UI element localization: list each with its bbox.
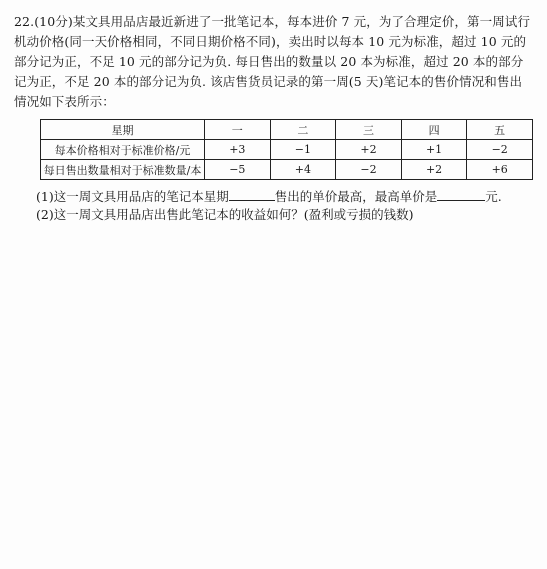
table-row-quantity bbox=[41, 160, 533, 180]
quantity-cell-mon: −5 bbox=[205, 160, 271, 180]
quantity-cell-fri: +6 bbox=[467, 160, 533, 180]
problem-points: (10分) bbox=[34, 14, 73, 29]
header-cell-weekday: 星期 bbox=[41, 120, 205, 140]
price-sales-table bbox=[40, 119, 533, 180]
header-cell-mon: 一 bbox=[205, 120, 271, 140]
table-header-row bbox=[41, 120, 533, 140]
header-cell-fri: 五 bbox=[467, 120, 533, 140]
quantity-cell-wed: −2 bbox=[336, 160, 402, 180]
row-label-quantity: 每日售出数量相对于标准数量/本 bbox=[41, 160, 205, 180]
quantity-cell-thu: +2 bbox=[401, 160, 467, 180]
header-cell-tue: 二 bbox=[270, 120, 336, 140]
answer-blank-weekday[interactable] bbox=[229, 187, 275, 201]
question-2-text: (2)这一周文具用品店出售此笔记本的收益如何？(盈利或亏损的钱数) bbox=[36, 207, 414, 222]
quantity-cell-tue: +4 bbox=[270, 160, 336, 180]
problem-text: 某文具用品店最近新进了一批笔记本，每本进价 7 元，为了合理定价，第一周试行机动价格(同一天价格相同，不同日期价格不同)，卖出时以每本 10 元为标准，超过 10 元的部分记为正，不足 10 元的部分记为负. 每日售出的数量以 20 本为标准，超过 20 本的部分记为正，不足 20 本的部分记为负. 该店售货员记录的第一周(5 天)笔记本的售价情况和售出情况如下表所示： bbox=[14, 14, 531, 109]
question-1 bbox=[36, 187, 502, 206]
answer-blank-price[interactable] bbox=[437, 187, 485, 201]
question-1-text-c: 元. bbox=[485, 189, 502, 204]
price-cell-mon: +3 bbox=[205, 140, 271, 160]
price-cell-thu: +1 bbox=[401, 140, 467, 160]
row-label-price: 每本价格相对于标准价格/元 bbox=[41, 140, 205, 160]
table-row-price bbox=[41, 140, 533, 160]
price-cell-fri: −2 bbox=[467, 140, 533, 160]
question-1-text-b: 售出的单价最高，最高单价是 bbox=[274, 189, 438, 204]
price-cell-wed: +2 bbox=[336, 140, 402, 160]
problem-statement bbox=[14, 12, 532, 112]
question-2 bbox=[36, 206, 413, 224]
question-1-text-a: (1)这一周文具用品店的笔记本星期 bbox=[36, 189, 229, 204]
price-cell-tue: −1 bbox=[270, 140, 336, 160]
header-cell-wed: 三 bbox=[336, 120, 402, 140]
problem-number: 22. bbox=[14, 14, 35, 29]
header-cell-thu: 四 bbox=[401, 120, 467, 140]
